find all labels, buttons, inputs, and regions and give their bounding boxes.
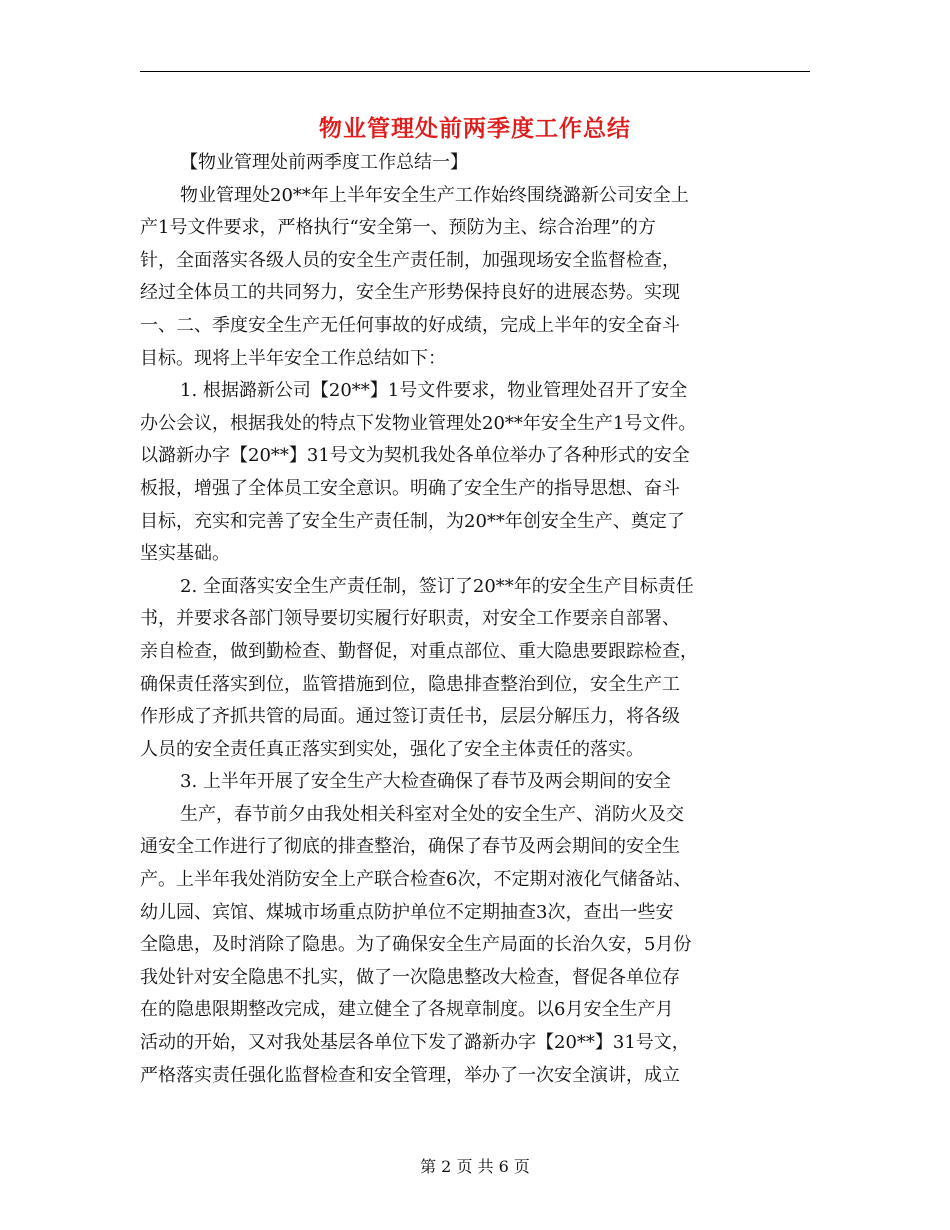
page-number: 第 2 页 共 6 页	[420, 1157, 530, 1176]
document-body	[140, 147, 815, 1092]
body-line: 物业管理处20**年上半年安全生产工作始终围绕潞新公司安全上	[180, 184, 689, 206]
body-line: 人员的安全责任真正落实到实处，强化了安全主体责任的落实。	[140, 738, 644, 760]
body-line: 2. 全面落实安全生产责任制，签订了20**年的安全生产目标责任	[180, 575, 694, 597]
document-title: 物业管理处前两季度工作总结	[319, 115, 631, 142]
body-line: 严格落实责任强化监督检查和安全管理，举办了一次安全演讲，成立	[140, 1064, 680, 1086]
section-heading: 【物业管理处前两季度工作总结一】	[180, 152, 468, 173]
body-line: 作形成了齐抓共管的局面。通过签订责任书，层层分解压力，将各级	[140, 706, 680, 728]
body-line: 幼儿园、宾馆、煤城市场重点防护单位不定期抽查3次，查出一些安	[140, 901, 674, 923]
body-line: 书，并要求各部门领导要切实履行好职责，对安全工作要亲自部署、	[140, 608, 680, 630]
body-line: 办公会议，根据我处的特点下发物业管理处20**年安全生产1号文件。	[140, 412, 697, 434]
body-line: 在的隐患限期整改完成，建立健全了各规章制度。以6月安全生产月	[140, 999, 674, 1021]
body-line: 产1号文件要求，严格执行“安全第一、预防为主、综合治理”的方	[140, 217, 656, 239]
body-line: 确保责任落实到位，监管措施到位，隐患排查整治到位，安全生产工	[140, 673, 680, 695]
body-line: 以潞新办字【20**】31号文为契机我处各单位举办了各种形式的安全	[140, 445, 690, 467]
body-line: 通安全工作进行了彻底的排查整治，确保了春节及两会期间的安全生	[140, 836, 680, 858]
body-line: 生产，春节前夕由我处相关科室对全处的安全生产、消防火及交	[180, 803, 684, 825]
body-line: 全隐患，及时消除了隐患。为了确保安全生产局面的长治久安，5月份	[140, 934, 692, 956]
body-line: 经过全体员工的共同努力，安全生产形势保持良好的进展态势。实现	[140, 282, 680, 304]
body-line: 亲自检查，做到勤检查、勤督促，对重点部位、重大隐患要跟踪检查，	[140, 640, 698, 662]
body-line: 针，全面落实各级人员的安全生产责任制，加强现场安全监督检查，	[140, 249, 680, 271]
body-line: 坚实基础。	[140, 543, 230, 565]
body-line: 目标。现将上半年安全工作总结如下：	[140, 347, 446, 369]
body-line: 产。上半年我处消防安全上产联合检查6次，不定期对液化气储备站、	[140, 869, 692, 891]
body-line: 3. 上半年开展了安全生产大检查确保了春节及两会期间的安全	[180, 771, 671, 793]
body-line: 我处针对安全隐患不扎实，做了一次隐患整改大检查，督促各单位存	[140, 966, 680, 988]
body-line: 1. 根据潞新公司【20**】1号文件要求，物业管理处召开了安全	[180, 380, 688, 402]
body-line: 目标，充实和完善了安全生产责任制，为20**年创安全生产、奠定了	[140, 510, 685, 532]
body-line: 一、二、季度安全生产无任何事故的好成绩，完成上半年的安全奋斗	[140, 314, 680, 336]
body-line: 活动的开始，又对我处基层各单位下发了潞新办字【20**】31号文，	[140, 1032, 690, 1054]
header-rule	[140, 71, 810, 72]
body-line: 板报，增强了全体员工安全意识。明确了安全生产的指导思想、奋斗	[140, 477, 680, 499]
